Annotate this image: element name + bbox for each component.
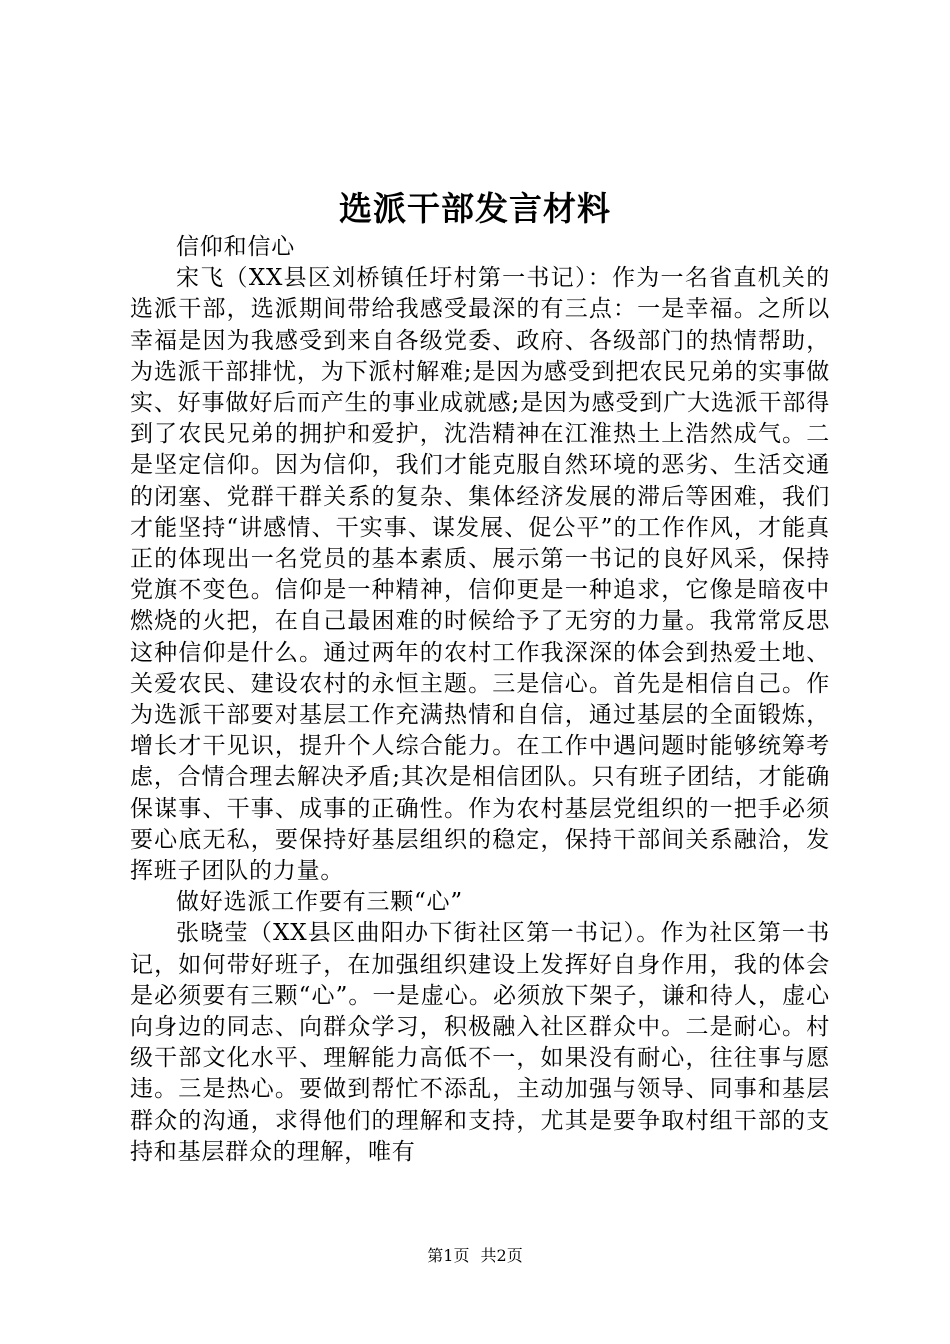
document-body (130, 232, 830, 1168)
document-title: 选派干部发言材料 (339, 189, 611, 228)
page-footer (0, 1246, 950, 1266)
page-number: 第1页 (427, 1246, 470, 1265)
paragraph-zhang-xiaoying: 张晓莹（XX县区曲阳办下街社区第一书记）。作为社区第一书记，如何带好班子，在加强组织建设上发挥好自身作用，我的体会是必须要有三颗“心”。一是虚心。必须放下架子，谦和待人，虚心向身边的同志、向群众学习，积极融入社区群众中。二是耐心。村级干部文化水平、理解能力高低不一，如果没有耐心，往往事与愿违。三是热心。要做到帮忙不添乱，主动加强与领导、同事和基层群众的沟通，求得他们的理解和支持，尤其是要争取村组干部的支持和基层群众的理解，唯有 (130, 920, 830, 1165)
section-heading-faith: 信仰和信心 (176, 234, 295, 260)
section-heading-three-hearts: 做好选派工作要有三颗“心” (176, 889, 463, 916)
paragraph-song-fei: 宋飞（XX县区刘桥镇任圩村第一书记）：作为一名省直机关的选派干部，选派期间带给我感受最深的有三点：一是幸福。之所以幸福是因为我感受到来自各级党委、政府、各级部门的热情帮助，为选派干部排忧，为下派村解难;是因为感受到把农民兄弟的实事做实、好事做好后而产生的事业成就感;是因为感受到广大选派干部得到了农民兄弟的拥护和爱护，沈浩精神在江淮热土上浩然成气。二是坚定信仰。因为信仰，我们才能克服自然环境的恶劣、生活交通的闭塞、党群干群关系的复杂、集体经济发展的滞后等困难，我们才能坚持“讲感情、干实事、谋发展、促公平”的工作作风，才能真正的体现出一名党员的基本素质、展示第一书记的良好风采，保持党旗不变色。信仰是一种精神，信仰更是一种追求，它像是暗夜中燃烧的火把，在自己最困难的时候给予了无穷的力量。我常常反思这种信仰是什么。通过两年的农村工作我深深的体会到热爱土地、关爱农民、建设农村的永恒主题。三是信心。首先是相信自己。作为选派干部要对基层工作充满热情和自信，通过基层的全面锻炼，增长才干见识，提升个人综合能力。在工作中遇问题时能够统筹考虑，合情合理去解决矛盾;其次是相信团队。只有班子团结，才能确保谋事、干事、成事的正确性。作为农村基层党组织的一把手必须要心底无私，要保持好基层组织的稳定，保持干部间关系融洽，发挥班子团队的力量。 (130, 265, 830, 885)
page-count: 共2页 (480, 1246, 523, 1265)
